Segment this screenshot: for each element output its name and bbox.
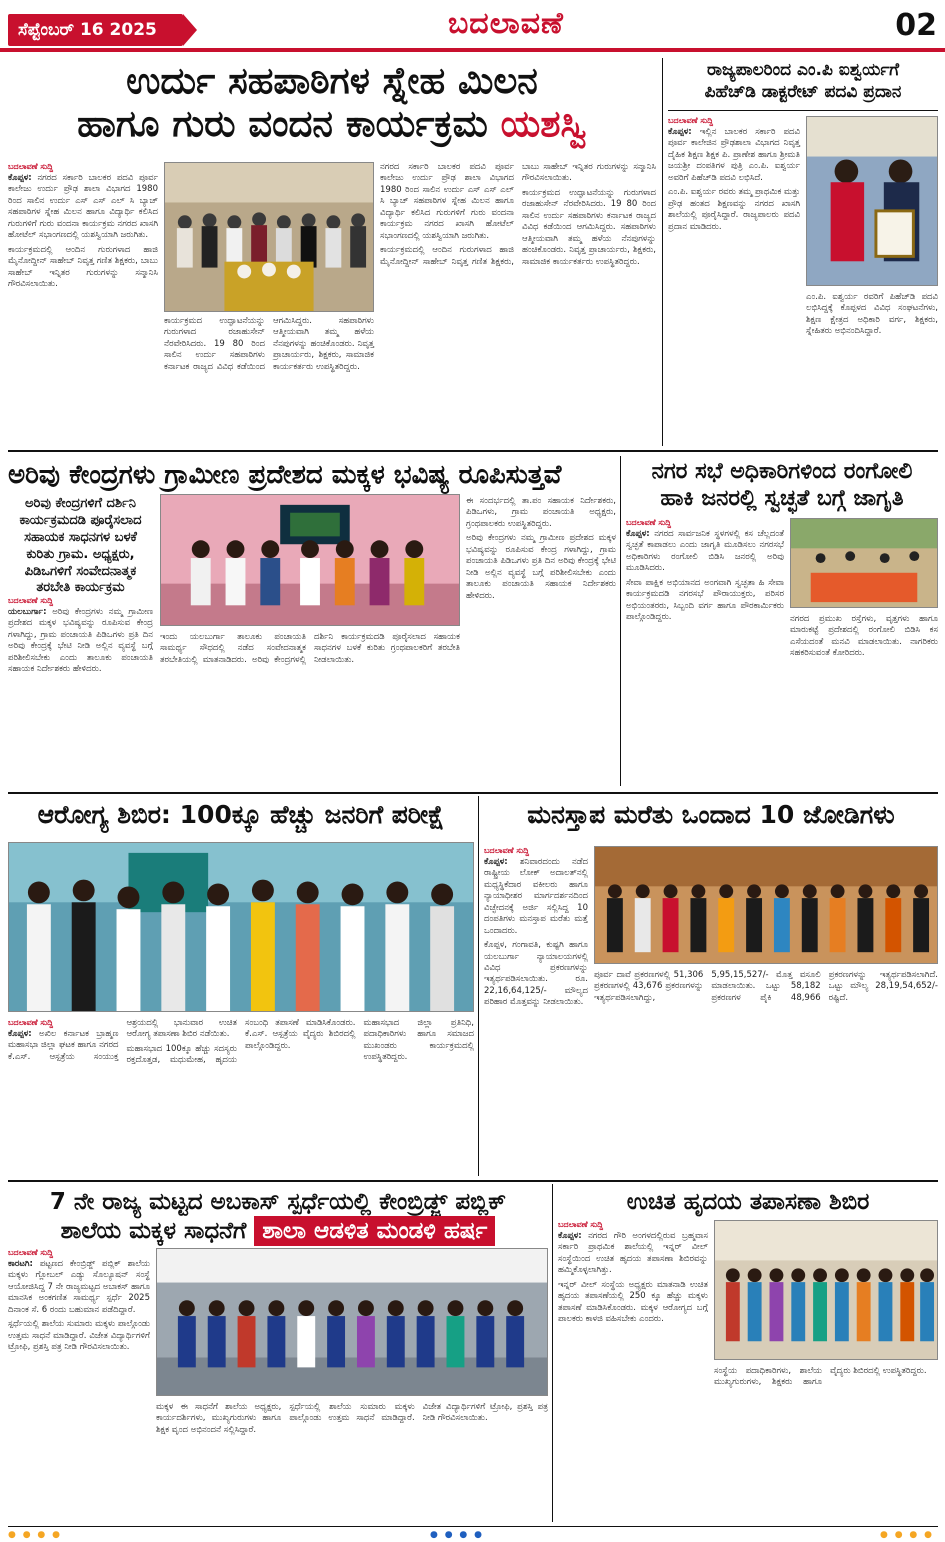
story-rangoli-awareness — [626, 456, 938, 786]
story3-paragraph-3: ಈ ಸಂದರ್ಭದಲ್ಲಿ ತಾ.ಪಂ ಸಹಾಯಕ ನಿರ್ದೇಶಕರು, ಪಿಡಿಒಗಳು, ಗ್ರಾಮ ಪಂಚಾಯತಿ ಅಧ್ಯಕ್ಷರು, ಗ್ರಂಥಪಾಲಕರು ಉಪಸ್ಥಿತರಿದ್ದರು. — [466, 496, 616, 529]
story7-headline-line1: 7 ನೇ ರಾಜ್ಯ ಮಟ್ಟದ ಅಬಕಾಸ್ ಸ್ಪರ್ಧೆಯಲ್ಲಿ ಕೇಂಬ್ರಿಡ್ಜ್ ಪಬ್ಲಿಕ್ — [49, 1189, 507, 1215]
story2-photo — [806, 116, 938, 286]
story1-photo — [164, 162, 374, 312]
story5-photo — [8, 842, 474, 1012]
story7-paragraph-2: ಸ್ಪರ್ಧೆಯಲ್ಲಿ ಶಾಲೆಯ ಸುಮಾರು ಮಕ್ಕಳು ಪಾಲ್ಗೊಂಡು ಉತ್ತಮ ಸಾಧನೆ ಮಾಡಿದ್ದಾರೆ. ವಿಜೇತ ವಿದ್ಯಾರ್ಥಿಗಳಿಗೆ ಟ್ರೋಫಿ, ಪ್ರಶಸ್ತಿ ಪತ್ರ ನೀಡಿ ಗೌರವಿಸಲಾಯಿತು. — [8, 1319, 150, 1353]
column-divider-mid — [620, 456, 621, 786]
story1-lead-place: ಕೊಪ್ಪಳ: — [8, 172, 32, 183]
story6-headline-pre: ಮನಸ್ತಾಪ ಮರೆತು ಒಂದಾದ — [527, 800, 751, 829]
story4-headline-line1: ನಗರ ಸಭೆ ಅಧಿಕಾರಿಗಳಿಂದ ರಂಗೋಲಿ — [651, 459, 913, 484]
story4-paragraph-2: ಸೇವಾ ಪಾಕ್ಷಿಕ ಅಭಿಯಾನದ ಅಂಗವಾಗಿ ಸ್ವಚ್ಛತಾ ಹಿ ಸೇವಾ ಕಾರ್ಯಕ್ರಮದಡಿ ನಗರಸಭೆ ಪೌರಾಯುಕ್ತರು, ಪರಿಸರ ಅಭಿಯಂತರರು, ಸಿಬ್ಬಂದಿ ವರ್ಗ ಹಾಗೂ ಪೌರಕಾರ್ಮಿಕರು ಪಾಲ್ಗೊಂಡಿದ್ದರು. — [626, 577, 784, 623]
story4-lead-place: ಕೊಪ್ಪಳ: — [626, 528, 650, 539]
story1-paragraph-2-cont: ಕಾರ್ಯಕ್ರಮದಲ್ಲಿ ಆಂದಿನ ಗುರುಗಳಾದ ಹಾಜಿ ಮೈನೋದ್ದೀನ್ ಸಾಹೇಬ್ ನಿವೃತ್ತ ಗಣಿತ ಶಿಕ್ಷಕರು, ಬಾಬು ಸಾಹೇಬ್ ಇನ್ನಿತರ ಗುರುಗಳನ್ನು ಸನ್ಮಾನಿಸಿ ಗೌರವಿಸಲಾಯಿತು. — [380, 162, 656, 267]
story3-body-right — [466, 496, 616, 786]
page-number: 02 — [895, 8, 937, 43]
story3-body-center — [160, 632, 460, 786]
story7-body-left — [8, 1248, 150, 1522]
story6-headline — [484, 802, 938, 828]
story4-paragraph-1: ನಗರದ ಸಾರ್ವಜನಿಕ ಸ್ಥಳಗಳಲ್ಲಿ ಕಸ ಚೆಲ್ಲದಂತೆ ಸ್ವಚ್ಛತೆ ಕಾಪಾಡಲು ಎಂದು ಜಾಗೃತಿ ಮೂಡಿಸಲು ನಗರಸಭೆ ಅಧಿಕಾರಿಗಳು ರಂಗೋಲಿ ಬಿಡಿಸಿ ಜನರಲ್ಲಿ ಅರಿವು ಮೂಡಿಸಿದರು. — [626, 528, 785, 574]
story7-byline: ಬದಲಾವಣೆ ಸುದ್ದಿ — [8, 1248, 54, 1257]
footer-dots-center: ● ● ● ● — [430, 1530, 484, 1540]
story8-body-right — [714, 1366, 938, 1522]
story2-body-left — [668, 116, 800, 446]
story2-paragraph-3: ಎಂ.ಪಿ. ಐಶ್ವರ್ಯ ರವರಿಗೆ ಪಿಹೆಚ್‌ಡಿ ಪದವಿ ಲಭಿಸಿದ್ದಕ್ಕೆ ಕೊಪ್ಪಳದ ವಿವಿಧ ಸಂಘಟನೆಗಳು, ಶಿಕ್ಷಣ ಕ್ಷೇತ್ರದ ಅಧಿಕಾರಿ ವರ್ಗ, ಶಿಕ್ಷಕರು, ಸ್ನೇಹಿತರು ಅಭಿನಂದಿಸಿದ್ದಾರೆ. — [806, 292, 938, 337]
story5-headline — [8, 802, 474, 828]
issue-date: ಸೆಪ್ಟೆಂಬರ್ 16 2025 — [8, 14, 183, 46]
story3-byline: ಬದಲಾವಣೆ ಸುದ್ದಿ — [8, 596, 54, 605]
story5-headline-num: 100 — [179, 800, 232, 829]
section-rule-2 — [8, 792, 938, 794]
story7-headline-line2-text: ಶಾಲೆಯ ಮಕ್ಕಳ ಸಾಧನೆಗೆ — [60, 1218, 247, 1245]
story2-rule — [668, 110, 938, 111]
story7-photo — [156, 1248, 548, 1396]
story7-paragraph-1: ಪಟ್ಟಣದ ಕೇಂಬ್ರಿಡ್ಜ್ ಪಬ್ಲಿಕ್ ಶಾಲೆಯ ಮಕ್ಕಳು ಗ್ಲೋಬಲ್ ಎಡ್ಯು ಸೊಲ್ಯೂಷನ್ ಸಂಸ್ಥೆ ಆಯೋಜಿಸಿದ್ದ 7 ನೇ ರಾಜ್ಯಮಟ್ಟದ ಅಬಾಕಸ್ ಹಾಗೂ ಮಾನಸಿಕ ಅಂಕಗಣಿತ ಸಾಮರ್ಥ್ಯ ಸ್ಪರ್ಧೆ 2025 ದಿನಾಂಕ ಸೆ. 6 ರಂದು ಬಹುಮಾನ ಪಡೆದಿದ್ದಾರೆ. — [8, 1258, 151, 1315]
story2-paragraph-1: ಇಲ್ಲಿನ ಬಾಲಕರ ಸರ್ಕಾರಿ ಪದವಿ ಪೂರ್ವ ಕಾಲೇಜಿನ ಪ್ರೌಢಶಾಲಾ ವಿಭಾಗದ ನಿವೃತ್ತ ದೈಹಿಕ ಶಿಕ್ಷಣ ಶಿಕ್ಷಕ ಪಿ. ಪ್ರಾಣೇಶ ಹಾಗೂ ಶ್ರೀಮತಿ ಜಯಶ್ರೀ ದಂಪತಿಗಳ ಪುತ್ರಿ ಎಂ.ಪಿ. ಐಶ್ವರ್ಯ ಅವರಿಗೆ ಪಿಹೆಚ್‌ಡಿ ಪದವಿ ಲಭಿಸಿದೆ. — [668, 126, 800, 183]
story7-headline-line2 — [8, 1219, 548, 1243]
story7-paragraph-2-cont: ಸ್ಪರ್ಧೆಯಲ್ಲಿ ಶಾಲೆಯ ಸುಮಾರು ಮಕ್ಕಳು ಪಾಲ್ಗೊಂಡು ಉತ್ತಮ ಸಾಧನೆ ಮಾಡಿದ್ದಾರೆ. ವಿಜೇತ ವಿದ್ಯಾರ್ಥಿಗಳಿಗೆ ಟ್ರೋಫಿ, ಪ್ರಶಸ್ತಿ ಪತ್ರ ನೀಡಿ ಗೌರವಿಸಲಾಯಿತು. — [289, 1402, 548, 1424]
story5-body — [8, 1018, 474, 1176]
masthead-rule — [0, 48, 945, 52]
story5-headline-pre: ಆರೋಗ್ಯ ಶಿಬಿರ: — [37, 800, 171, 829]
newspaper-brand: ಬದಲಾವಣೆ — [448, 6, 564, 41]
story6-headline-num: 10 — [759, 800, 795, 829]
page-footer — [0, 1526, 945, 1542]
story6-byline: ಬದಲಾವಣೆ ಸುದ್ದಿ — [484, 846, 530, 855]
story3-paragraph-1: ಅರಿವು ಕೇಂದ್ರಗಳು ನಮ್ಮ ಗ್ರಾಮೀಣ ಪ್ರದೇಶದ ಮಕ್ಕಳ ಭವಿಷ್ಯವನ್ನು ರೂಪಿಸುವ ಕೇಂದ್ರ ಗಳಾಗಿದ್ದು, ಗ್ರಾಮ ಪಂಚಾಯತಿ ಪಿಡಿಒಗಳು ಪ್ರತಿ ದಿನ ಅರಿವು ಕೇಂದ್ರಕ್ಕೆ ಭೇಟಿ ನೀಡಿ ಅಲ್ಲಿನ ವ್ಯವಸ್ಥೆ ಬಗ್ಗೆ ಪರಿಶೀಲಿಸಬೇಕು ಎಂದು ತಾಲೂಕು ಪಂಚಾಯತಿ ಸಹಾಯಕ ನಿರ್ದೇಶಕರು ಹೇಳಿದರು. — [8, 606, 153, 675]
footer-dots-left: ● ● ● ● — [8, 1530, 62, 1540]
story-abacus-competition — [8, 1184, 548, 1522]
story7-body-right — [156, 1402, 548, 1522]
story2-headline-line1: ರಾಜ್ಯಪಾಲರಿಂದ ಎಂ.ಪಿ ಐಶ್ವರ್ಯಗೆ — [706, 60, 900, 80]
story8-photo — [714, 1220, 938, 1360]
story6-headline-post: ಜೋಡಿಗಳು — [803, 800, 895, 829]
story5-paragraph-1: ಅಖಿಲ ಕರ್ನಾಟಕ ಬ್ರಾಹ್ಮಣ ಮಹಾಸಭಾ ಜಿಲ್ಲಾ ಘಟಕ ಹಾಗೂ ನಗರದ ಕೆ.ಎಸ್. ಆಸ್ಪತ್ರೆಯ ಸಂಯುಕ್ತ ಆಶ್ರಯದಲ್ಲಿ ಭಾನುವಾರ ಉಚಿತ ಆರೋಗ್ಯ ತಪಾಸಣಾ ಶಿಬಿರ ನಡೆಯಿತು. — [8, 1018, 237, 1062]
story3-deck: ಅರಿವು ಕೇಂದ್ರಗಳಿಗೆ ದರ್ಶಿನಿ ಕಾರ್ಯಕ್ರಮದಡಿ ಪೂರೈಸಲಾದ ಸಹಾಯಕ ಸಾಧನಗಳ ಬಳಕೆ ಕುರಿತು ಗ್ರಾಮ. ಅಧ್ಯಕ್ಷರು, ಪಿಡಿಒಗಳಿಗೆ ಸಂವೇದನಾತ್ಮಕ ತರಬೇತಿ ಕಾರ್ಯಕ್ರಮ — [19, 496, 142, 596]
story1-body-right — [380, 162, 656, 446]
section-rule-3 — [8, 1180, 938, 1182]
column-divider-lower — [478, 796, 479, 1176]
story6-paragraph-1: ಶನಿವಾರದಂದು ನಡೆದ ರಾಷ್ಟ್ರೀಯ ಲೋಕ್ ಅದಾಲತ್‌ನಲ್ಲಿ ಮಧ್ಯಸ್ಥಿಕೆದಾರ ವಕೀಲರು ಹಾಗೂ ನ್ಯಾಯಾಧೀಶರ ಮಾರ್ಗದರ್ಶನದಿಂದ ವಿಚ್ಛೇದನಕ್ಕೆ ಅರ್ಜಿ ಸಲ್ಲಿಸಿದ್ದ 10 ದಂಪತಿಗಳು ಮನಸ್ತಾಪ ಮರೆತು ಮತ್ತೆ ಒಂದಾದರು. — [484, 856, 589, 936]
story5-byline: ಬದಲಾವಣೆ ಸುದ್ದಿ — [8, 1018, 54, 1027]
story5-paragraph-2: ಮಹಾಸಭಾದ 100ಕ್ಕೂ ಹೆಚ್ಚು ಸದಸ್ಯರು ರಕ್ತದೊತ್ತಡ, ಮಧುಮೇಹ, ಹೃದಯ ಸಂಬಂಧಿ ತಪಾಸಣೆ ಮಾಡಿಸಿಕೊಂಡರು. ಕೆ.ಎಸ್. ಆಸ್ಪತ್ರೆಯ ವೈದ್ಯರು ಶಿಬಿರದಲ್ಲಿ ಪಾಲ್ಗೊಂಡಿದ್ದರು. — [126, 1018, 356, 1066]
story1-headline-red: ಯಶಸ್ವಿ — [500, 101, 587, 145]
story3-paragraph-1-cont: ಅರಿವು ಕೇಂದ್ರಗಳು ನಮ್ಮ ಗ್ರಾಮೀಣ ಪ್ರದೇಶದ ಮಕ್ಕಳ ಭವಿಷ್ಯವನ್ನು ರೂಪಿಸುವ ಕೇಂದ್ರ ಗಳಾಗಿದ್ದು, ಗ್ರಾಮ ಪಂಚಾಯತಿ ಪಿಡಿಒಗಳು ಪ್ರತಿ ದಿನ ಅರಿವು ಕೇಂದ್ರಕ್ಕೆ ಭೇಟಿ ನೀಡಿ ಅಲ್ಲಿನ ವ್ಯವಸ್ಥೆ ಬಗ್ಗೆ ಪರಿಶೀಲಿಸಬೇಕು ಎಂದು ತಾಲೂಕು ಪಂಚಾಯತಿ ಸಹಾಯಕ ನಿರ್ದೇಶಕರು ಹೇಳಿದರು. — [466, 533, 616, 601]
story1-paragraph-3: ಕಾರ್ಯಕ್ರಮದ ಉದ್ಘಾಟನೆಯನ್ನು ಗುರುಗಳಾದ ರಜಾಹುಸೇನ್ ನೆರವೇರಿಸಿದರು. 19 80 ರಿಂದ ಸಾಲಿನ ಉರ್ದು ಸಹಪಾಠಿಗಳು ಕರ್ನಾಟಕ ರಾಜ್ಯದ ವಿವಿಧ ಕಡೆಯಿಂದ ಆಗಮಿಸಿದ್ದರು. ಸಹಪಾಠಿಗಳು ಆತ್ಮೀಯವಾಗಿ ತಮ್ಮ ಹಳೆಯ ನೆನಪುಗಳನ್ನು ಹಂಚಿಕೊಂಡರು. ನಿವೃತ್ತ ಪ್ರಾಚಾರ್ಯರು, ಶಿಕ್ಷಕರು, ಸಾಮಾಜಿಕ ಕಾರ್ಯಕರ್ತರು ಉಪಸ್ಥಿತರಿದ್ದರು. — [164, 316, 374, 372]
story4-paragraph-3: ನಗರದ ಪ್ರಮುಖ ರಸ್ತೆಗಳು, ವೃತ್ತಗಳು ಹಾಗೂ ಮಾರುಕಟ್ಟೆ ಪ್ರದೇಶದಲ್ಲಿ ರಂಗೋಲಿ ಬಿಡಿಸಿ ಕಸ ಎಸೆಯದಂತೆ ಮನವಿ ಮಾಡಲಾಯಿತು. ನಾಗರಿಕರು ಸಹಕರಿಸುವಂತೆ ಕೋರಿದರು. — [790, 614, 938, 659]
story3-body-left — [8, 596, 153, 786]
story-heart-checkup — [558, 1184, 938, 1522]
story6-paragraph-3: ಪೂರ್ವ ದಾವೆ ಪ್ರಕರಣಗಳಲ್ಲಿ 51,306 ಪ್ರಕರಣಗಳಲ್ಲಿ 43,676 ಪ್ರಕರಣಗಳನ್ನು ಇತ್ಯರ್ಥಪಡಿಸಲಾಗಿದ್ದು, 5,95,15,527/- ಮೊತ್ತ ವಸೂಲಿ ಮಾಡಲಾಯಿತು. ಒಟ್ಟು 58,182 ಪ್ರಕರಣಗಳ ಪೈಕಿ 48,966 ಪ್ರಕರಣಗಳನ್ನು ಇತ್ಯರ್ಥಪಡಿಸಲಾಗಿದೆ. ಒಟ್ಟು ಮೌಲ್ಯ 28,19,54,652/- ರಷ್ಟಿದೆ. — [594, 970, 938, 1003]
masthead — [0, 0, 945, 52]
story4-body-right — [790, 614, 938, 786]
story3-headline: ಅರಿವು ಕೇಂದ್ರಗಳು ಗ್ರಾಮೀಣ ಪ್ರದೇಶದ ಮಕ್ಕಳ ಭವಿಷ್ಯ ರೂಪಿಸುತ್ತವೆ — [8, 460, 562, 490]
story2-body-right — [806, 292, 938, 446]
column-divider-top — [662, 58, 663, 446]
story6-body-right — [594, 970, 938, 1176]
story4-byline: ಬದಲಾವಣೆ ಸುದ್ದಿ — [626, 518, 672, 527]
story1-body-left — [8, 162, 158, 446]
story-lok-adalat — [484, 796, 938, 1176]
story6-lead-place: ಕೊಪ್ಪಳ: — [484, 856, 508, 867]
story2-lead-place: ಕೊಪ್ಪಳ: — [668, 126, 692, 137]
column-divider-bottom — [552, 1184, 553, 1522]
story7-paragraph-3: ಮಕ್ಕಳ ಈ ಸಾಧನೆಗೆ ಶಾಲೆಯ ಅಧ್ಯಕ್ಷರು, ಕಾರ್ಯದರ್ಶಿಗಳು, ಮುಖ್ಯಗುರುಗಳು ಹಾಗೂ ಶಿಕ್ಷಕ ವೃಂದ ಅಭಿನಂದನೆ ಸಲ್ಲಿಸಿದ್ದಾರೆ. — [156, 1402, 282, 1435]
story8-paragraph-3: ಸಂಸ್ಥೆಯ ಪದಾಧಿಕಾರಿಗಳು, ಶಾಲೆಯ ಮುಖ್ಯಗುರುಗಳು, ಶಿಕ್ಷಕರು ಹಾಗೂ ವೈದ್ಯರು ಶಿಬಿರದಲ್ಲಿ ಉಪಸ್ಥಿತರಿದ್ದರು. — [714, 1366, 927, 1388]
footer-dots-right: ● ● ● ● — [880, 1530, 934, 1540]
story8-headline: ಉಚಿತ ಹೃದಯ ತಪಾಸಣಾ ಶಿಬಿರ — [626, 1189, 870, 1215]
footer-rule — [8, 1526, 938, 1527]
story7-headline-red: ಶಾಲಾ ಆಡಳಿತ ಮಂಡಳಿ ಹರ್ಷ — [254, 1216, 495, 1246]
story7-lead-place: ಕಾರಟಗಿ: — [8, 1258, 33, 1269]
story1-headline-line1: ಉರ್ದು ಸಹಪಾಠಿಗಳ ಸ್ನೇಹ ಮಿಲನ — [126, 59, 538, 102]
story1-body-center — [164, 316, 374, 446]
story1-byline: ಬದಲಾವಣೆ ಸುದ್ದಿ — [8, 162, 54, 171]
story2-paragraph-2: ಎಂ.ಪಿ. ಐಶ್ವರ್ಯ ರವರು ತಮ್ಮ ಪ್ರಾಥಮಿಕ ಮತ್ತು ಪ್ರೌಢ ಹಂತದ ಶಿಕ್ಷಣವನ್ನು ನಗರದ ಖಾಸಗಿ ಶಾಲೆಯಲ್ಲಿ ಪೂರೈಸಿದ್ದಾರೆ. ರಾಜ್ಯಪಾಲರು ಪದವಿ ಪ್ರದಾನ ಮಾಡಿದರು. — [668, 187, 800, 232]
story1-paragraph-3-cont: ಕಾರ್ಯಕ್ರಮದ ಉದ್ಘಾಟನೆಯನ್ನು ಗುರುಗಳಾದ ರಜಾಹುಸೇನ್ ನೆರವೇರಿಸಿದರು. 19 80 ರಿಂದ ಸಾಲಿನ ಉರ್ದು ಸಹಪಾಠಿಗಳು ಕರ್ನಾಟಕ ರಾಜ್ಯದ ವಿವಿಧ ಕಡೆಯಿಂದ ಆಗಮಿಸಿದ್ದರು. ಸಹಪಾಠಿಗಳು ಆತ್ಮೀಯವಾಗಿ ತಮ್ಮ ಹಳೆಯ ನೆನಪುಗಳನ್ನು ಹಂಚಿಕೊಂಡರು. ನಿವೃತ್ತ ಪ್ರಾಚಾರ್ಯರು, ಶಿಕ್ಷಕರು, ಸಾಮಾಜಿಕ ಕಾರ್ಯಕರ್ತರು ಉಪಸ್ಥಿತರಿದ್ದರು. — [522, 187, 656, 267]
story4-photo — [790, 518, 938, 608]
story3-photo — [160, 494, 460, 626]
story-arivu-centres — [8, 456, 616, 786]
story8-body-left — [558, 1220, 708, 1522]
story5-lead-place: ಕೊಪ್ಪಳ: — [8, 1028, 32, 1039]
story4-body-left — [626, 518, 784, 786]
story2-headline-line2: ಪಿಹೆಚ್‌ಡಿ ಡಾಕ್ಟರೇಟ್ ಪದವಿ ಪ್ರದಾನ — [704, 81, 902, 102]
story8-paragraph-1: ನಗರದ ಗೌರಿ ಅಂಗಳದಲ್ಲಿರುವ ಬ್ರಹ್ಮವಾಸ ಸರ್ಕಾರಿ ಪ್ರಾಥಮಿಕ ಶಾಲೆಯಲ್ಲಿ ಇನ್ನರ್ ವೀಲ್ ಸಂಸ್ಥೆಯಿಂದ ಉಚಿತ ಹೃದಯ ತಪಾಸಣಾ ಶಿಬಿರವನ್ನು ಹಮ್ಮಿಕೊಳ್ಳಲಾಗಿತ್ತು. — [558, 1230, 709, 1276]
story8-lead-place: ಕೊಪ್ಪಳ: — [558, 1230, 582, 1241]
story5-headline-post: ಕ್ಕೂ ಹೆಚ್ಚು ಜನರಿಗೆ ಪರೀಕ್ಷೆ — [231, 800, 445, 829]
story5-paragraph-3: ಮಹಾಸಭಾದ ಜಿಲ್ಲಾ ಪ್ರತಿನಿಧಿ, ಪದಾಧಿಕಾರಿಗಳು ಹಾಗೂ ಸಮಾಜದ ಮುಖಂಡರು ಕಾರ್ಯಕ್ರಮದಲ್ಲಿ ಉಪಸ್ಥಿತರಿದ್ದರು. — [363, 1018, 474, 1063]
story1-paragraph-1-cont: ನಗರದ ಸರ್ಕಾರಿ ಬಾಲಕರ ಪದವಿ ಪೂರ್ವ ಕಾಲೇಜು ಉರ್ದು ಪ್ರೌಢ ಶಾಲಾ ವಿಭಾಗದ 1980 ರಿಂದ ಸಾಲಿನ ಉರ್ದು ಎಸ್ ಎಸ್ ಎಲ್ ಸಿ ಬ್ಯಾಚ್ ಸಹಪಾಠಿಗಳ ಸ್ನೇಹ ಮಿಲನ ಹಾಗೂ ವಿದ್ಯಾರ್ಥಿ ಕಲಿಸಿದ ಗುರುಗಳಿಗೆ ಗುರು ವಂದನಾ ಕಾರ್ಯಕ್ರಮ ನಗರದ ಖಾಸಗಿ ಹೋಟೆಲ್ ಸಭಾಂಗಣದಲ್ಲಿ ಯಶಸ್ವಿಯಾಗಿ ಜರುಗಿತು. — [380, 162, 514, 241]
story1-paragraph-1: ನಗರದ ಸರ್ಕಾರಿ ಬಾಲಕರ ಪದವಿ ಪೂರ್ವ ಕಾಲೇಜು ಉರ್ದು ಪ್ರೌಢ ಶಾಲಾ ವಿಭಾಗದ 1980 ರಿಂದ ಸಾಲಿನ ಉರ್ದು ಎಸ್ ಎಸ್ ಎಲ್ ಸಿ ಬ್ಯಾಚ್ ಸಹಪಾಠಿಗಳ ಸ್ನೇಹ ಮಿಲನ ಹಾಗೂ ವಿದ್ಯಾರ್ಥಿ ಕಲಿಸಿದ ಗುರುಗಳಿಗೆ ಗುರು ವಂದನಾ ಕಾರ್ಯಕ್ರಮ ನಗರದ ಖಾಸಗಿ ಹೋಟೆಲ್ ಸಭಾಂಗಣದಲ್ಲಿ ಯಶಸ್ವಿಯಾಗಿ ಜರುಗಿತು. — [8, 172, 158, 241]
story8-byline: ಬದಲಾವಣೆ ಸುದ್ದಿ — [558, 1220, 604, 1229]
story4-headline-line2: ಹಾಕಿ ಜನರಲ್ಲಿ ಸ್ವಚ್ಛತೆ ಬಗ್ಗೆ ಜಾಗೃತಿ — [660, 486, 904, 512]
story6-paragraph-2: ಕೊಪ್ಪಳ, ಗಂಗಾವತಿ, ಕುಷ್ಟಗಿ ಹಾಗೂ ಯಲಬುರ್ಗಾ ನ್ಯಾಯಾಲಯಗಳಲ್ಲಿ ವಿವಿಧ ಪ್ರಕರಣಗಳನ್ನು ಇತ್ಯರ್ಥಪಡಿಸಲಾಯಿತು. ರೂ. 22,16,64,125/- ಮೌಲ್ಯದ ಪರಿಹಾರ ಮೊತ್ತವನ್ನು ನೀಡಲಾಯಿತು. — [484, 940, 588, 1008]
story1-headline-line2 — [8, 101, 656, 145]
story-health-camp — [8, 796, 474, 1176]
section-rule-1 — [8, 450, 938, 452]
story1-headline-line2-text: ಹಾಗೂ ಗುರು ವಂದನ ಕಾರ್ಯಕ್ರಮ — [77, 101, 488, 145]
story1-paragraph-2: ಕಾರ್ಯಕ್ರಮದಲ್ಲಿ ಆಂದಿನ ಗುರುಗಳಾದ ಹಾಜಿ ಮೈನೋದ್ದೀನ್ ಸಾಹೇಬ್ ನಿವೃತ್ತ ಗಣಿತ ಶಿಕ್ಷಕರು, ಬಾಬು ಸಾಹೇಬ್ ಇನ್ನಿತರ ಗುರುಗಳನ್ನು ಸನ್ಮಾನಿಸಿ ಗೌರವಿಸಲಾಯಿತು. — [8, 244, 158, 290]
story-urdu-reunion — [8, 58, 656, 446]
story6-body-left — [484, 846, 588, 1176]
story-phd-award — [668, 58, 938, 446]
story8-paragraph-2: ಇನ್ನರ್ ವೀಲ್ ಸಂಸ್ಥೆಯ ಅಧ್ಯಕ್ಷರು ಮಾತನಾಡಿ ಉಚಿತ ಹೃದಯ ತಪಾಸಣೆಯಲ್ಲಿ 250 ಕ್ಕೂ ಹೆಚ್ಚು ಮಕ್ಕಳು ತಪಾಸಣೆ ಮಾಡಿಸಿಕೊಂಡರು. ಮಕ್ಕಳ ಆರೋಗ್ಯದ ಬಗ್ಗೆ ಪಾಲಕರು ಕಾಳಜಿ ವಹಿಸಬೇಕು ಎಂದರು. — [558, 1279, 708, 1325]
story3-paragraph-2: ಇಂದು ಯಲಬುರ್ಗಾ ತಾಲೂಕು ಪಂಚಾಯತಿ ಸಾಮರ್ಥ್ಯ ಸೌಧದಲ್ಲಿ ನಡೆದ ಸಂವೇದನಾತ್ಮಕ ತರಬೇತಿಯಲ್ಲಿ ಮಾತನಾಡಿದರು. ಅರಿವು ಕೇಂದ್ರಗಳಲ್ಲಿ ದರ್ಶಿನಿ ಕಾರ್ಯಕ್ರಮದಡಿ ಪೂರೈಸಲಾದ ಸಹಾಯಕ ಸಾಧನಗಳ ಬಳಕೆ ಕುರಿತು ಗ್ರಂಥಪಾಲಕರಿಗೆ ತರಬೇತಿ ನೀಡಲಾಯಿತು. — [160, 632, 460, 665]
story3-lead-place: ಯಲಬುರ್ಗಾ: — [8, 606, 47, 617]
story2-byline: ಬದಲಾವಣೆ ಸುದ್ದಿ — [668, 116, 714, 125]
story6-photo — [594, 846, 938, 964]
